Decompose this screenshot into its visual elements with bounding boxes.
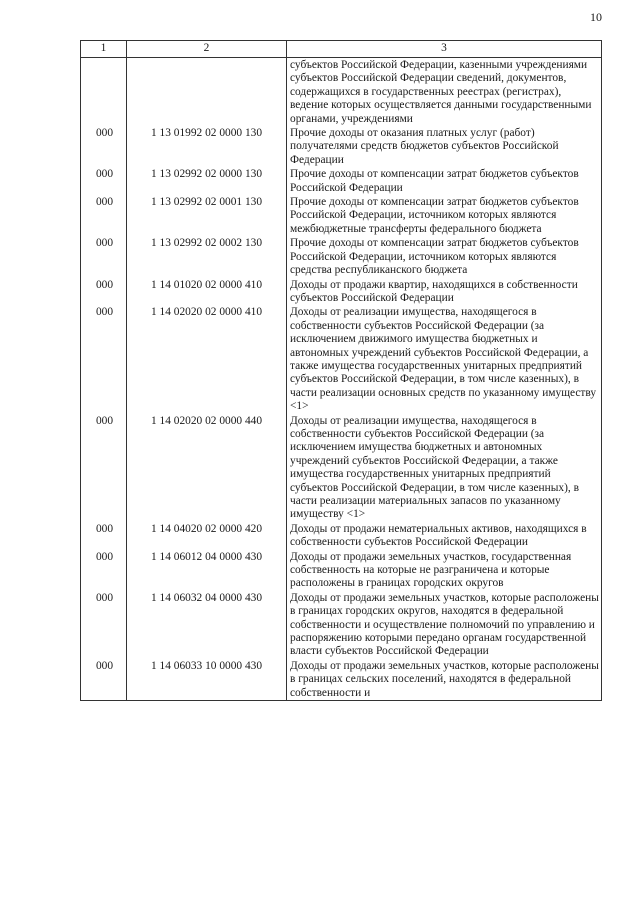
revenue-code-cell: 1 13 02992 02 0001 130: [127, 195, 287, 236]
revenue-code-cell: 1 14 06033 10 0000 430: [127, 659, 287, 701]
table-row: [81, 659, 602, 701]
table-row: [81, 305, 602, 413]
table-row: [81, 591, 602, 659]
revenue-description-cell: Прочие доходы от компенсации затрат бюджетов субъектов Российской Федерации, источником которых являются средства республиканского бюджета: [287, 236, 602, 277]
revenue-description-cell: Доходы от продажи земельных участков, государственная собственность на которые не разграничена и которые расположены в границах городских округов: [287, 550, 602, 591]
admin-code-cell: 000: [81, 550, 127, 591]
table-row: [81, 414, 602, 522]
table-row: [81, 236, 602, 277]
admin-code-cell: 000: [81, 195, 127, 236]
revenue-description-cell: субъектов Российской Федерации, казенными учреждениями субъектов Российской Федерации сведений, документов, содержащихся в государственных реестрах (регистрах), ведение которых осуществляется данными государственными органами, учреждениями: [287, 58, 602, 127]
table-row: [81, 550, 602, 591]
admin-code-cell: 000: [81, 414, 127, 522]
revenue-code-cell: 1 14 04020 02 0000 420: [127, 522, 287, 550]
table-row: [81, 126, 602, 167]
admin-code-cell: 000: [81, 236, 127, 277]
revenue-description-cell: Прочие доходы от компенсации затрат бюджетов субъектов Российской Федерации: [287, 167, 602, 195]
column-header-2: 2: [127, 41, 287, 58]
revenue-description-cell: Доходы от продажи квартир, находящихся в собственности субъектов Российской Федерации: [287, 278, 602, 306]
admin-code-cell: [81, 58, 127, 127]
revenue-code-cell: 1 14 06032 04 0000 430: [127, 591, 287, 659]
column-header-3: 3: [287, 41, 602, 58]
revenue-description-cell: Прочие доходы от компенсации затрат бюджетов субъектов Российской Федерации, источником которых являются межбюджетные трансферты федерального бюджета: [287, 195, 602, 236]
table-row: [81, 522, 602, 550]
admin-code-cell: 000: [81, 167, 127, 195]
revenue-description-cell: Прочие доходы от оказания платных услуг (работ) получателями средств бюджетов субъектов Российской Федерации: [287, 126, 602, 167]
revenue-codes-table: [80, 40, 602, 701]
table-header-row: [81, 41, 602, 58]
table-row: [81, 58, 602, 127]
admin-code-cell: 000: [81, 278, 127, 306]
revenue-code-cell: 1 13 01992 02 0000 130: [127, 126, 287, 167]
page-number: 10: [590, 10, 602, 24]
revenue-code-cell: 1 13 02992 02 0000 130: [127, 167, 287, 195]
revenue-code-cell: 1 14 02020 02 0000 440: [127, 414, 287, 522]
revenue-code-cell: 1 13 02992 02 0002 130: [127, 236, 287, 277]
admin-code-cell: 000: [81, 126, 127, 167]
admin-code-cell: 000: [81, 522, 127, 550]
table-row: [81, 167, 602, 195]
revenue-code-cell: [127, 58, 287, 127]
revenue-code-cell: 1 14 06012 04 0000 430: [127, 550, 287, 591]
revenue-code-cell: 1 14 02020 02 0000 410: [127, 305, 287, 413]
revenue-code-cell: 1 14 01020 02 0000 410: [127, 278, 287, 306]
table-body: [81, 58, 602, 701]
admin-code-cell: 000: [81, 591, 127, 659]
admin-code-cell: 000: [81, 305, 127, 413]
revenue-description-cell: Доходы от реализации имущества, находящегося в собственности субъектов Российской Федерации (за исключением движимого имущества бюджетных и автономных учреждений субъектов Российской Федерации, а также имущества государственных унитарных предприятий субъектов Российской Федерации, в том числе казенных), в части реализации основных средств по указанному имуществу <1>: [287, 305, 602, 413]
revenue-description-cell: Доходы от продажи нематериальных активов, находящихся в собственности субъектов Российской Федерации: [287, 522, 602, 550]
admin-code-cell: 000: [81, 659, 127, 701]
revenue-description-cell: Доходы от продажи земельных участков, которые расположены в границах городских округов, находятся в федеральной собственности и осуществление полномочий по управлению и распоряжению которыми передано органам государственной власти субъектов Российской Федерации: [287, 591, 602, 659]
revenue-description-cell: Доходы от продажи земельных участков, которые расположены в границах сельских поселений, находятся в федеральной собственности и: [287, 659, 602, 701]
table-row: [81, 195, 602, 236]
revenue-description-cell: Доходы от реализации имущества, находящегося в собственности субъектов Российской Федерации (за исключением имущества бюджетных и автономных учреждений субъектов Российской Федерации, а также имущества государственных унитарных предприятий субъектов Российской Федерации, в том числе казенных), в части реализации материальных запасов по указанному имуществу <1>: [287, 414, 602, 522]
table-row: [81, 278, 602, 306]
column-header-1: 1: [81, 41, 127, 58]
